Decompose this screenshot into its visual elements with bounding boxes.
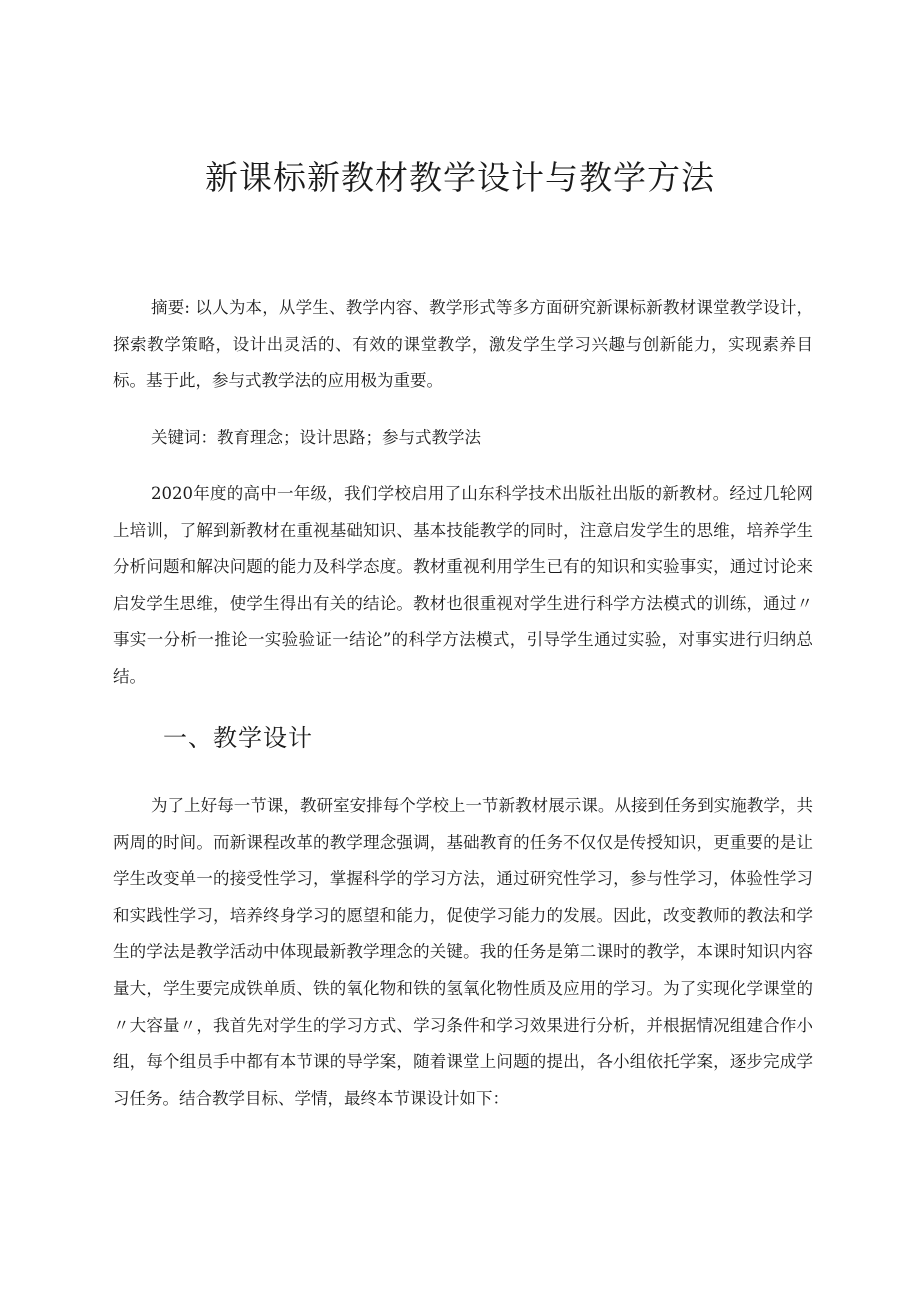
abstract-label: 摘要: — [151, 298, 190, 317]
intro-paragraph: 2020年度的高中一年级，我们学校启用了山东科学技术出版社出版的新教材。经过几轮网上培训，了解到新教材在重视基础知识、基本技能教学的同时，注意启发学生的思维，培养学生分析问题和解决问题的能力及科学态度。教材重视利用学生已有的知识和实验事实，通过讨论来启发学生思维，使学生得出有关的结论。教材也很重视对学生进行科学方法模式的训练，通过〃事实一分析一推论一实验验证一结论”的科学方法模式，引导学生通过实验，对事实进行归纳总结。 — [113, 484, 813, 686]
section-heading-teaching-design: 一、教学设计 — [163, 724, 313, 752]
abstract-text: 以人为本，从学生、教学内容、教学形式等多方面研究新课标新教材课堂教学设计，探索教学策略，设计出灵活的、有效的课堂教学，激发学生学习兴趣与创新能力，实现素养目标。基于此，参与式教学法的应用极为重要。 — [113, 298, 814, 391]
keywords-paragraph — [113, 420, 813, 457]
abstract-paragraph — [113, 290, 813, 400]
keywords-text: 教育理念；设计思路；参与式教学法 — [217, 428, 481, 447]
keywords-label: 关键词： — [151, 428, 217, 447]
teaching-design-paragraph: 为了上好每一节课，教研室安排每个学校上一节新教材展示课。从接到任务到实施教学，共两周的时间。而新课程改革的教学理念强调，基础教育的任务不仅仅是传授知识，更重要的是让学生改变单一的接受性学习，掌握科学的学习方法，通过研究性学习，参与性学习，体验性学习和实践性学习，培养终身学习的愿望和能力，促使学习能力的发展。因此，改变教师的教法和学生的学法是教学活动中体现最新教学理念的关键。我的任务是第二课时的教学，本课时知识内容量大，学生要完成铁单质、铁的氧化物和铁的氢氧化物性质及应用的学习。为了实现化学课堂的〃大容量〃，我首先对学生的学习方式、学习条件和学习效果进行分析，并根据情况组建合作小组，每个组员手中都有本节课的导学案，随着课堂上问题的提出，各小组依托学案，逐步完成学习任务。结合教学目标、学情，最终本节课设计如下： — [113, 796, 813, 1108]
document-title: 新课标新教材教学设计与教学方法 — [205, 158, 715, 197]
